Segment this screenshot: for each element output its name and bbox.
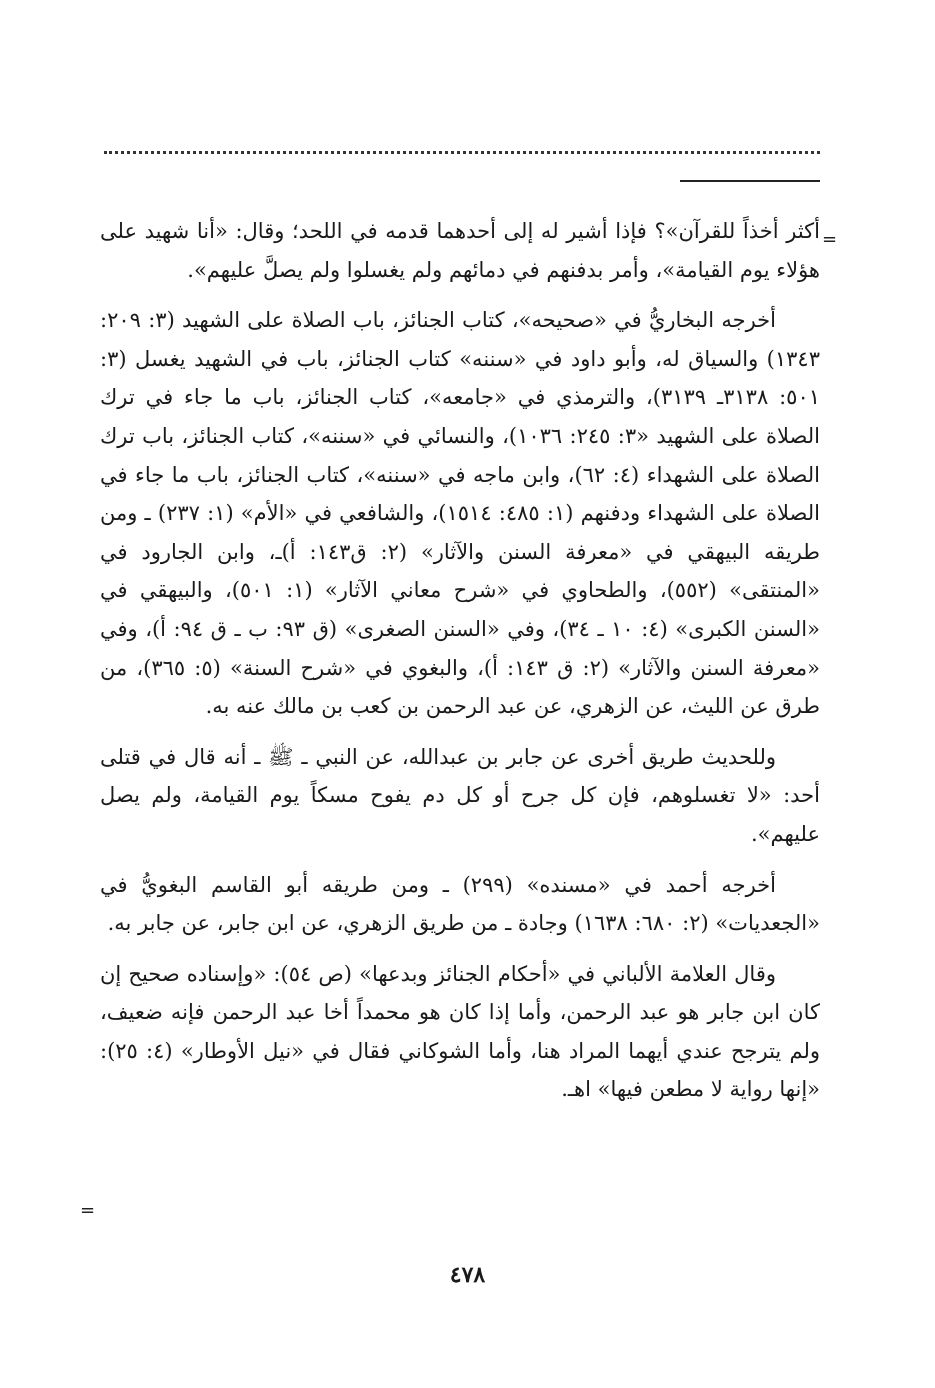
footnote-paragraph: أخرجه البخاريُّ في «صحيحه»، كتاب الجنائز، باب الصلاة على الشهيد (٣: ٢٠٩: ١٣٤٣) والسياق له، وأبو داود في «سننه» كتاب الجنائز، باب في الشهيد يغسل (٣: ٥٠١: ٣١٣٨ـ ٣١٣٩)، والترمذي في «جامعه»، كتاب الجنائز، باب ما جاء في ترك الصلاة على الشهيد «٣: ٢٤٥: ١٠٣٦)، والنسائي في «سننه»، كتاب الجنائز، باب ترك الصلاة على الشهداء (٤: ٦٢)، وابن ماجه في «سننه»، كتاب الجنائز، باب ما جاء في الصلاة على الشهداء ودفنهم (١: ٤٨٥: ١٥١٤)، والشافعي في «الأم» (١: ٢٣٧) ـ ومن طريقه البيهقي في «معرفة السنن والآثار» (٢: ق١٤٣: أ)ـ، وابن الجارود في «المنتقى» (٥٥٢)، والطحاوي في «شرح معاني الآثار» (١: ٥٠١)، والبيهقي في «السنن الكبرى» (٤: ١٠ ـ ٣٤)، وفي «السنن الصغرى» (ق ٩٣: ب ـ ق ٩٤: أ)، وفي «معرفة السنن والآثار» (٢: ق ١٤٣: أ)، والبغوي في «شرح السنة» (٥: ٣٦٥)، من طرق عن الليث، عن الزهري، عن عبد الرحمن بن كعب بن مالك عنه به. (100, 308, 821, 719)
footnotes-block (100, 212, 820, 1109)
dotted-separator (104, 151, 820, 154)
page-number: ٤٧٨ (449, 1262, 486, 1288)
continuation-mark-end: = (80, 1200, 96, 1221)
footnote-paragraph: وقال العلامة الألباني في «أحكام الجنائز وبدعها» (ص ٥٤): «وإسناده صحيح إن كان ابن جابر هو عبد الرحمن، وأما إذا كان هو محمداً أخا عبد الرحمن فإنه ضعيف، ولم يترجح عندي أيهما المراد هنا، وأما الشوكاني فقال في «نيل الأوطار» (٤: ٢٥): «إنها رواية لا مطعن فيها» اهـ. (100, 961, 820, 1102)
footnote-paragraph: وللحديث طريق أخرى عن جابر بن عبدالله، عن النبي ـ ﷺ ـ أنه قال في قتلى أحد: «لا تغسلوهم، فإن كل جرح أو كل دم يفوح مسكاً يوم القيامة، ولم يصل عليهم». (100, 744, 820, 846)
footnote-rule (680, 180, 820, 182)
footnote-paragraph: أخرجه أحمد في «مسنده» (٢٩٩) ـ ومن طريقه أبو القاسم البغويُّ في «الجعديات» (٢: ٦٨٠: ١٦٣٨) وجادة ـ من طريق الزهري، عن ابن جابر، عن جابر به. (100, 872, 820, 936)
footnote-paragraph: أكثر أخذاً للقرآن»؟ فإذا أشير له إلى أحدهما قدمه في اللحد؛ وقال: «أنا شهيد على هؤلاء يوم القيامة»، وأمر بدفنهم في دمائهم ولم يغسلوا ولم يصلَّ عليهم». (100, 219, 820, 282)
continuation-mark-start: = (822, 229, 838, 250)
